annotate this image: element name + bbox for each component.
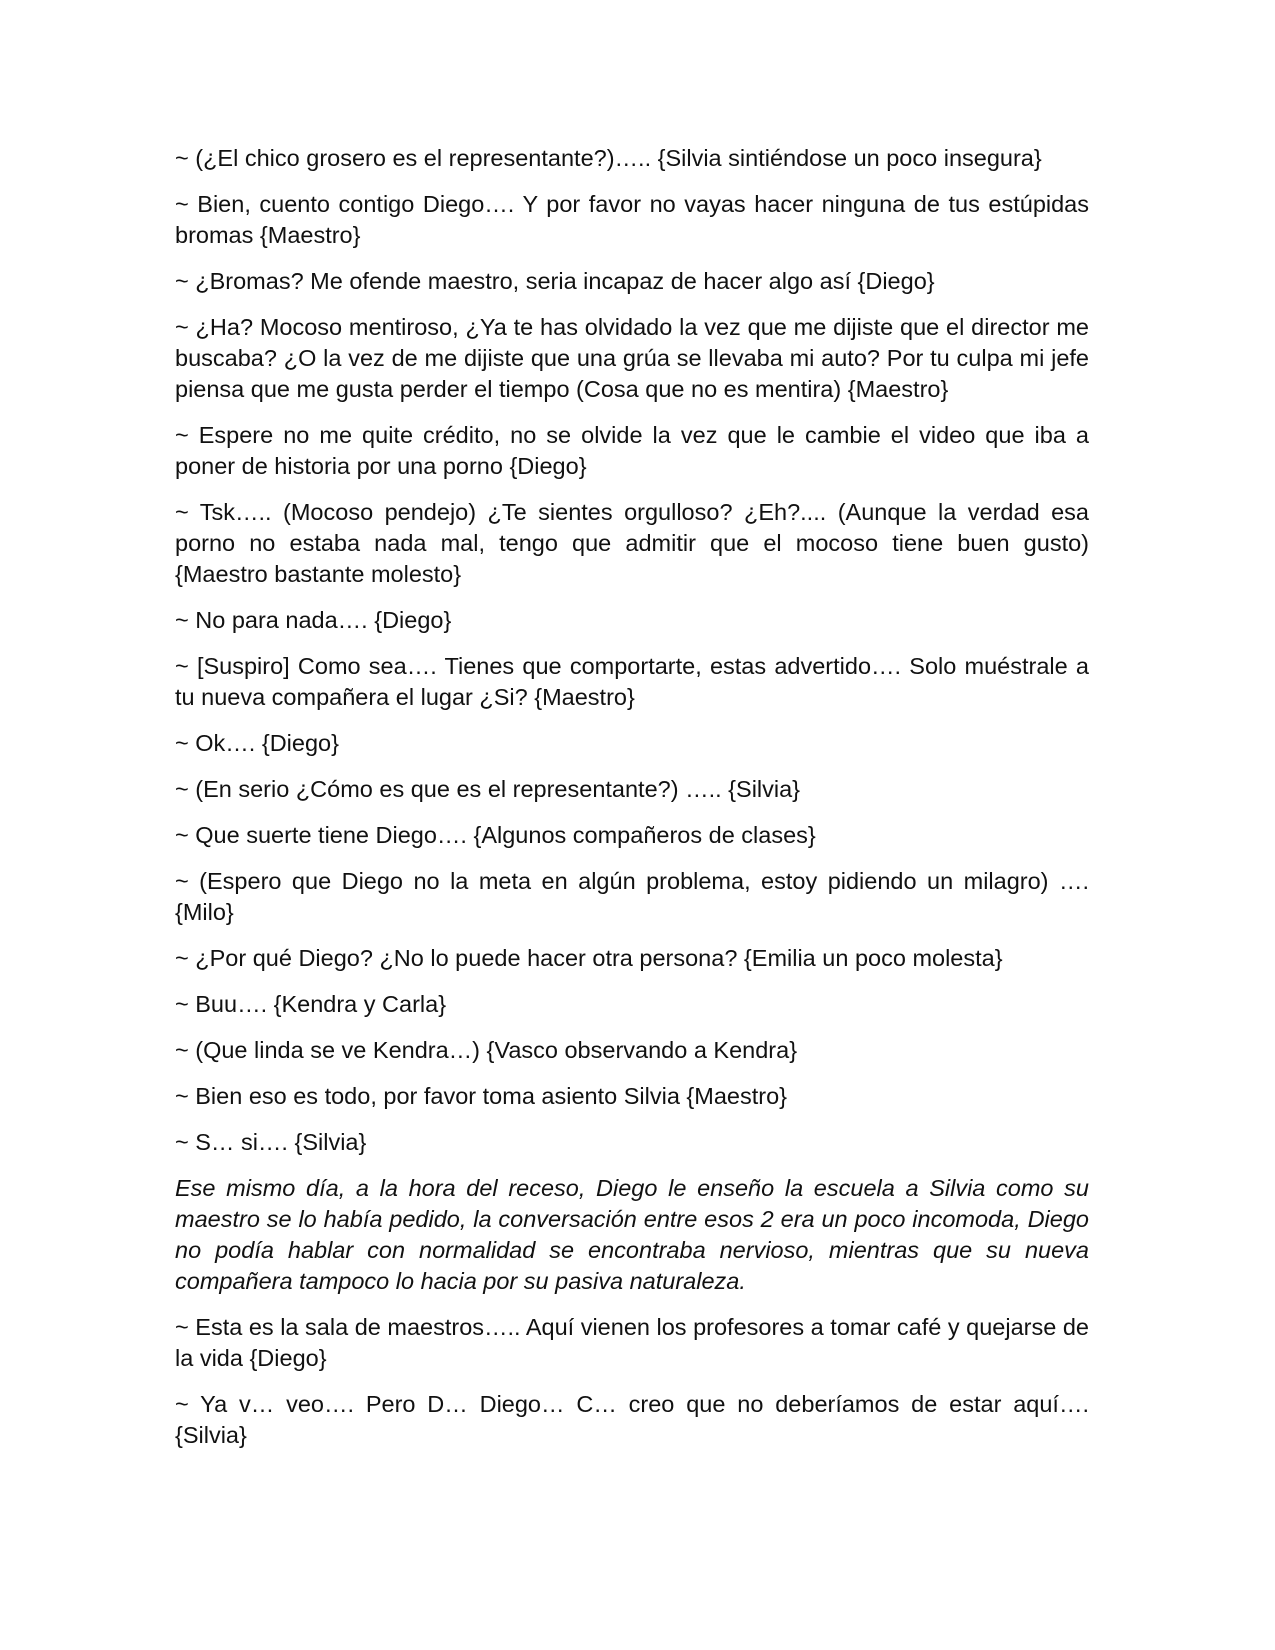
dialogue-paragraph: ~ ¿Bromas? Me ofende maestro, seria incapaz de hacer algo así {Diego} bbox=[175, 268, 935, 294]
dialogue-paragraph: ~ Buu…. {Kendra y Carla} bbox=[175, 991, 447, 1017]
dialogue-paragraph: ~ Tsk….. (Mocoso pendejo) ¿Te sientes orgulloso? ¿Eh?.... (Aunque la verdad esa porno no estaba nada mal, tengo que admitir que el mocoso tiene buen gusto) {Maestro bastante molesto} bbox=[175, 499, 1089, 587]
dialogue-paragraph: ~ Ya v… veo…. Pero D… Diego… C… creo que no deberíamos de estar aquí…. {Silvia} bbox=[175, 1391, 1089, 1448]
narration-paragraph: Ese mismo día, a la hora del receso, Diego le enseño la escuela a Silvia como su maestro se lo había pedido, la conversación entre esos 2 era un poco incomoda, Diego no podía hablar con normalidad se encontraba nervioso, mientras que su nueva compañera tampoco lo hacia por su pasiva naturaleza. bbox=[175, 1175, 1089, 1294]
dialogue-paragraph: ~ Espere no me quite crédito, no se olvide la vez que le cambie el video que iba a poner de historia por una porno {Diego} bbox=[175, 422, 1089, 479]
dialogue-paragraph: ~ Que suerte tiene Diego…. {Algunos compañeros de clases} bbox=[175, 822, 816, 848]
dialogue-paragraph: ~ (¿El chico grosero es el representante?)….. {Silvia sintiéndose un poco insegura} bbox=[175, 145, 1042, 171]
dialogue-paragraph: ~ Ok…. {Diego} bbox=[175, 730, 339, 756]
dialogue-paragraph: ~ No para nada…. {Diego} bbox=[175, 607, 452, 633]
dialogue-paragraph: ~ [Suspiro] Como sea…. Tienes que comportarte, estas advertido…. Solo muéstrale a tu nueva compañera el lugar ¿Si? {Maestro} bbox=[175, 653, 1089, 710]
dialogue-paragraph: ~ Esta es la sala de maestros….. Aquí vienen los profesores a tomar café y quejarse de la vida {Diego} bbox=[175, 1314, 1089, 1371]
dialogue-paragraph: ~ ¿Por qué Diego? ¿No lo puede hacer otra persona? {Emilia un poco molesta} bbox=[175, 945, 1003, 971]
dialogue-paragraph: ~ Bien eso es todo, por favor toma asiento Silvia {Maestro} bbox=[175, 1083, 787, 1109]
dialogue-paragraph: ~ ¿Ha? Mocoso mentiroso, ¿Ya te has olvidado la vez que me dijiste que el director me buscaba? ¿O la vez de me dijiste que una grúa se llevaba mi auto? Por tu culpa mi jefe piensa que me gusta perder el tiempo (Cosa que no es mentira) {Maestro} bbox=[175, 314, 1089, 402]
dialogue-paragraph: ~ (Que linda se ve Kendra…) {Vasco observando a Kendra} bbox=[175, 1037, 798, 1063]
document-body bbox=[175, 143, 1089, 1466]
dialogue-paragraph: ~ (Espero que Diego no la meta en algún problema, estoy pidiendo un milagro) …. {Milo} bbox=[175, 868, 1089, 925]
dialogue-paragraph: ~ Bien, cuento contigo Diego…. Y por favor no vayas hacer ninguna de tus estúpidas bromas {Maestro} bbox=[175, 191, 1089, 248]
dialogue-paragraph: ~ S… si…. {Silvia} bbox=[175, 1129, 367, 1155]
dialogue-paragraph: ~ (En serio ¿Cómo es que es el representante?) ….. {Silvia} bbox=[175, 776, 801, 802]
